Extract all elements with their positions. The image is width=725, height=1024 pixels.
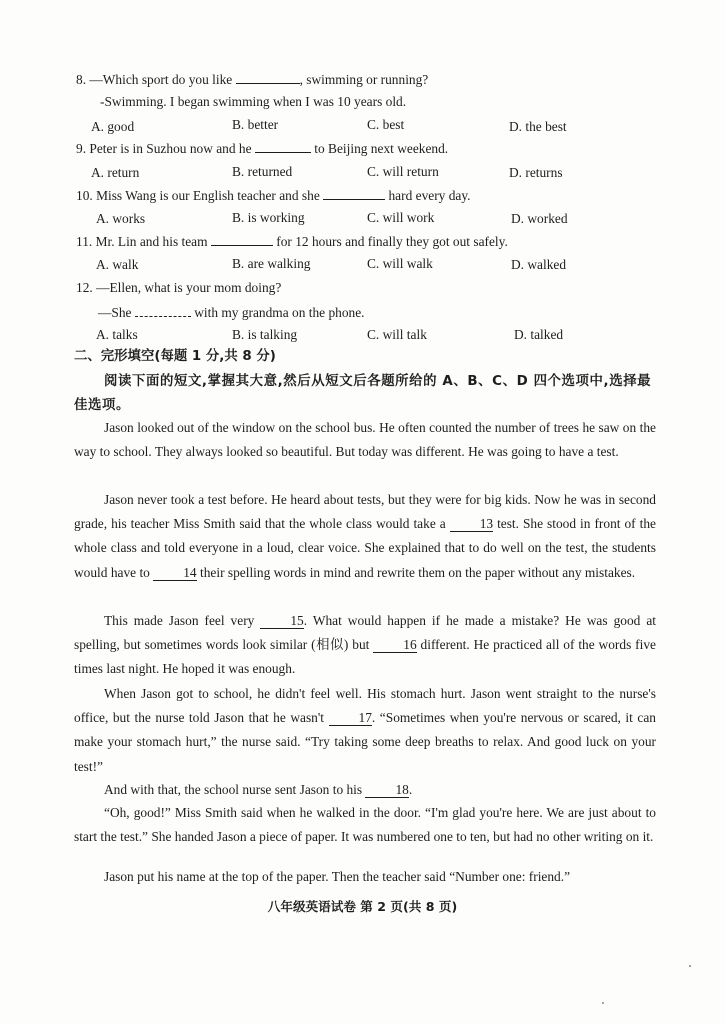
question-8-option-b: B. better [232,117,279,132]
cloze-blank-17: 17 [329,711,372,726]
cloze-blank-16: 16 [373,638,416,653]
cloze-blank-13: 13 [450,517,493,532]
question-10-option-a: A. works [96,211,146,226]
cloze-blank-15: 15 [260,614,303,629]
cloze-blank-18: 18 [365,783,408,798]
question-12-option-c: C. will talk [367,327,427,342]
section-heading: 二、完形填空(每题 1 分,共 8 分) [74,349,276,364]
question-8-text: 8. —Which sport do you like [76,72,233,87]
page-footer: 八年级英语试卷 第 2 页(共 8 页) [267,899,458,914]
question-8-reply: -Swimming. I began swimming when I was 10 years old. [100,94,407,109]
passage-paragraph-4 [74,682,656,779]
passage-paragraph-6: “Oh, good!” Miss Smith said when he walked in the door. “I'm glad you're here. We are just about to start the test.” She handed Jason a piece of paper. It was numbered one to ten, but had no other writing on it. [74,805,656,845]
question-8-text-after: , swimming or running? [299,72,429,87]
answer-blank [255,140,311,153]
passage-text: This made Jason feel very [104,613,255,628]
answer-blank [236,71,300,84]
question-9 [76,140,448,157]
question-12-reply-before: —She [98,305,132,320]
question-9-text-after: to Beijing next weekend. [314,141,449,156]
question-9-option-b: B. returned [232,164,293,179]
question-11 [76,233,508,250]
answer-blank [211,233,273,246]
question-9-option-a: A. return [91,165,140,180]
question-8-option-c: C. best [367,117,405,132]
passage-text: their spelling words in mind and rewrite them on the paper without any mistakes. [199,564,636,580]
question-11-option-a: A. walk [96,257,139,272]
question-11-option-d: D. walked [511,257,567,272]
passage-text: . “Sometimes when you're nervous or scared, it can make your stomach hurt,” the nurse said. “Try taking some deep breaths to relax. And good luck on your test!” [74,710,656,774]
answer-blank [135,304,191,317]
question-9-option-c: C. will return [367,164,439,179]
question-10-option-c: C. will work [367,210,435,225]
question-12-reply-after: with my grandma on the phone. [194,305,365,320]
passage-paragraph-3 [74,609,656,682]
question-12: 12. —Ellen, what is your mom doing? [76,280,282,295]
question-9-text: 9. Peter is in Suzhou now and he [76,141,252,156]
question-12-reply [98,304,365,321]
passage-text: And with that, the school nurse sent Jason to his [104,782,363,797]
question-10 [76,187,471,204]
question-10-option-b: B. is working [232,210,305,225]
question-10-text: 10. Miss Wang is our English teacher and she [76,188,320,203]
question-11-text: 11. Mr. Lin and his team [76,234,208,249]
scan-speck [602,1002,604,1004]
question-9-option-d: D. returns [509,165,563,180]
passage-text: . What would happen if he made a mistake? He was good at spelling, but sometimes words look similar (相似) but [74,613,657,653]
passage-text: different. He practiced all of the words five times last night. He hoped it was enough. [74,637,656,677]
question-10-text-after: hard every day. [388,188,471,203]
question-8-option-a: A. good [91,119,135,134]
passage-paragraph-7: Jason put his name at the top of the paper. Then the teacher said “Number one: friend.” [104,869,571,884]
question-12-option-d: D. talked [514,327,564,342]
passage-paragraph-1: Jason looked out of the window on the school bus. He often counted the number of trees he saw on the way to school. They always looked so beautiful. But today was different. He was going to have a test. [74,420,656,460]
section-instruction: 阅读下面的短文,掌握其大意,然后从短文后各题所给的 A、B、C、D 四个选项中,选择最佳选项。 [74,374,652,413]
answer-blank [323,187,385,200]
passage-text: When Jason got to school, he didn't feel well. His stomach hurt. Jason went straight to the nurse's office, but the nurse told Jason that he wasn't [74,686,656,726]
question-12-option-a: A. talks [96,327,138,342]
question-12-option-b: B. is talking [232,327,298,342]
passage-text: Jason never took a test before. He heard about tests, but they were for big kids. Now he was in second grade, his teacher Miss Smith said that the whole class would take a [74,492,656,532]
question-8 [76,71,428,88]
passage-paragraph-5 [74,778,656,802]
scan-speck [689,965,691,967]
question-11-option-c: C. will walk [367,256,433,271]
cloze-blank-14: 14 [153,566,196,581]
question-11-text-after: for 12 hours and finally they got out safely. [276,234,508,249]
question-10-option-d: D. worked [511,211,568,226]
question-8-option-d: D. the best [509,119,567,134]
question-11-option-b: B. are walking [232,256,311,271]
passage-text: . [408,782,413,797]
passage-text: test. She stood in front of the whole class and told everyone in a loud, clear voice. She explained that to do well on the test, the students would have to [74,516,656,580]
passage-paragraph-2 [74,488,656,585]
